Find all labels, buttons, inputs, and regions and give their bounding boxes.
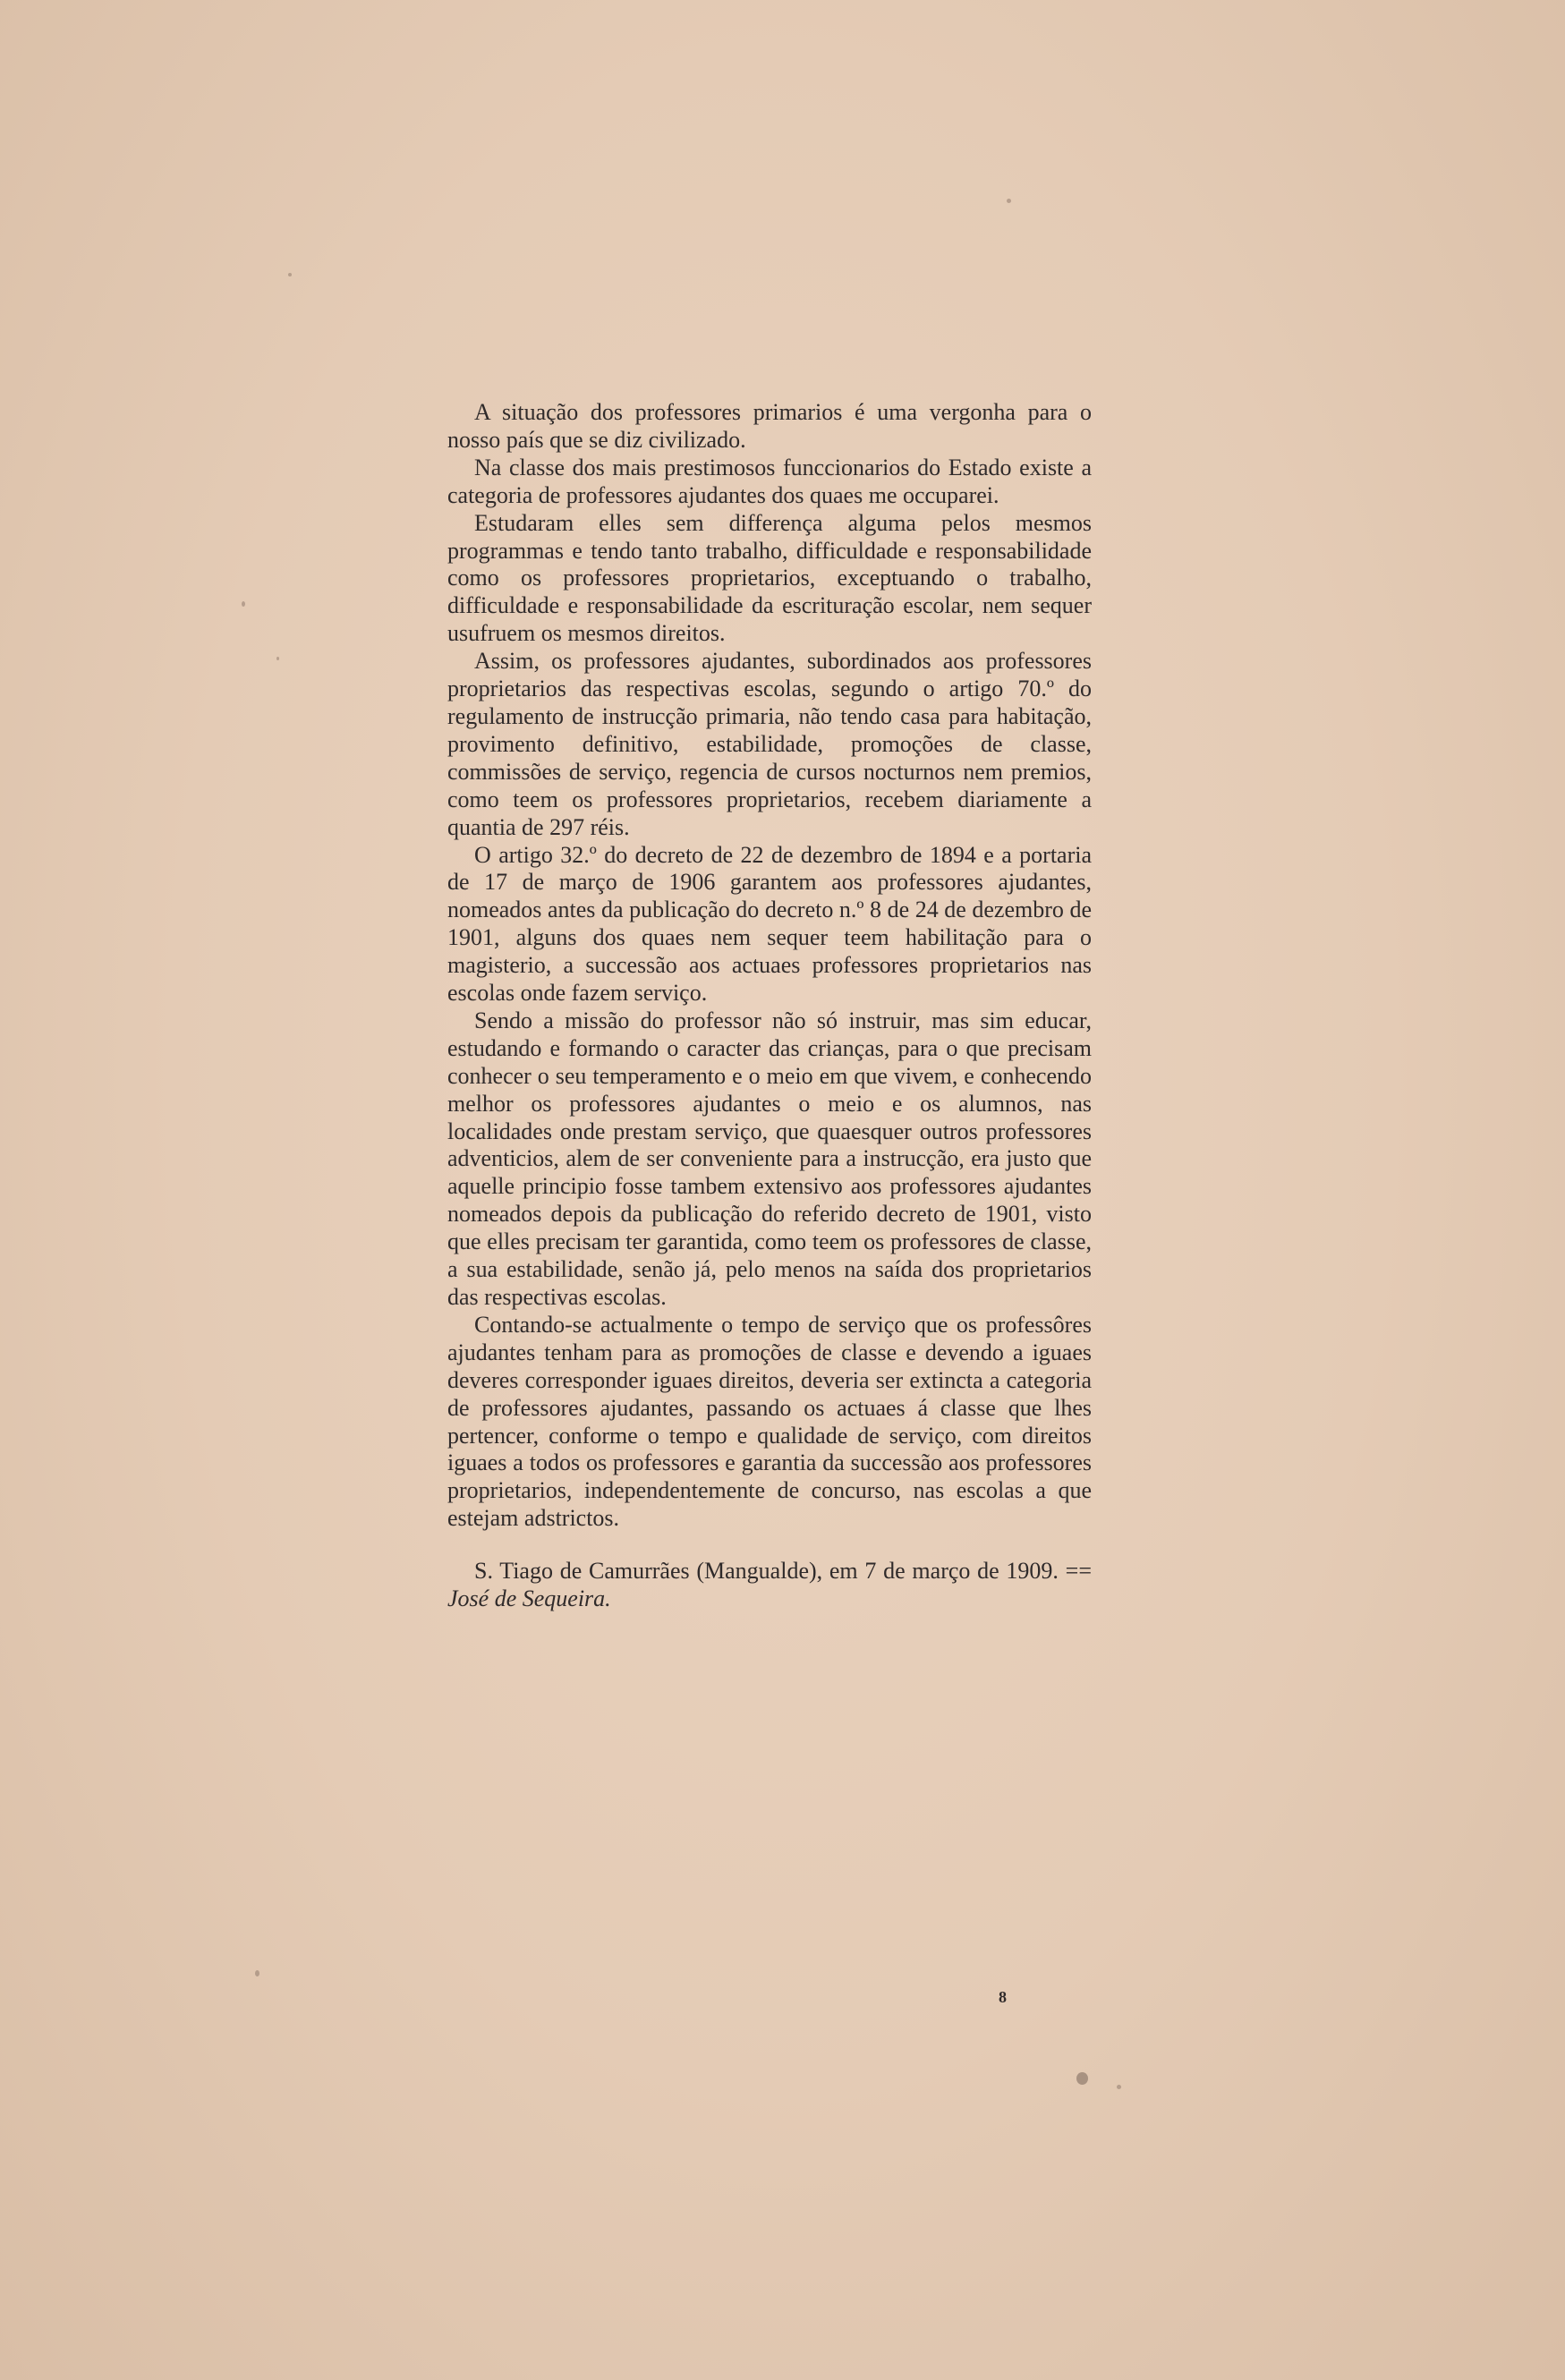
- paper-speck: [276, 657, 279, 660]
- paper-speck: [288, 273, 292, 276]
- paper-speck: [1007, 199, 1011, 203]
- paper-speck: [255, 1970, 259, 1976]
- paper-speck: [1076, 2072, 1088, 2085]
- paragraph: O artigo 32.º do decreto de 22 de dezembro de 1894 e a portaria de 17 de março de 1906 garantem aos professores ajudantes, nomeados antes da publicação do decreto n.º 8 de 24 de dezembro de 1901, alguns dos quaes nem sequer teem habilitação para o magisterio, a successão aos actuaes professores proprietarios nas escolas onde fazem serviço.: [447, 841, 1092, 1007]
- signature-place-date: S. Tiago de Camurrães (Mangualde), em 7 de março de 1909. ==: [474, 1558, 1092, 1585]
- paragraph: Assim, os professores ajudantes, subordinados aos professores proprietarios das respectivas escolas, segundo o artigo 70.º do regulamento de instrucção primaria, não tendo casa para habitação, provimento definitivo, estabilidade, promoções de classe, commissões de serviço, regencia de cursos nocturnos nem premios, como teem os professores proprietarios, recebem diariamente a quantia de 297 réis.: [447, 648, 1092, 840]
- signature-line: [447, 1558, 1092, 1613]
- paragraph: Sendo a missão do professor não só instruir, mas sim educar, estudando e formando o caracter das crianças, para o que precisam conhecer o seu temperamento e o meio em que vivem, e conhecendo melhor os professores ajudantes o meio e os alumnos, nas localidades onde prestam serviço, que quaesquer outros professores adventicios, alem de ser conveniente para a instrucção, era justo que aquelle principio fosse tambem extensivo aos professores ajudantes nomeados depois da publicação do referido decreto de 1901, visto que elles precisam ter garantida, como teem os professores de classe, a sua estabilidade, senão já, pelo menos na saída dos proprietarios das respectivas escolas.: [447, 1007, 1092, 1310]
- letter-body: [447, 399, 1092, 1613]
- paper-speck: [242, 601, 245, 607]
- signature-author: José de Sequeira.: [447, 1585, 611, 1612]
- paragraph: Contando-se actualmente o tempo de serviço que os professôres ajudantes tenham para as promoções de classe e devendo a iguaes deveres corresponder iguaes direitos, deveria ser extincta a categoria de professores ajudantes, passando os actuaes á classe que lhes pertencer, conforme o tempo e qualidade de serviço, com direitos iguaes a todos os professores e garantia da successão aos professores proprietarios, independentemente de concurso, nas escolas a que estejam adstrictos.: [447, 1311, 1092, 1532]
- page-number: 8: [999, 1988, 1007, 2006]
- paper-speck: [1117, 2085, 1121, 2089]
- paragraph: Estudaram elles sem differença alguma pelos mesmos programmas e tendo tanto trabalho, difficuldade e responsabilidade como os professores proprietarios, exceptuando o trabalho, difficuldade e responsabilidade da escrituração escolar, nem sequer usufruem os mesmos direitos.: [447, 509, 1092, 647]
- paragraph: Na classe dos mais prestimosos funccionarios do Estado existe a categoria de professores ajudantes dos quaes me occuparei.: [447, 454, 1092, 508]
- paragraph: A situação dos professores primarios é uma vergonha para o nosso país que se diz civilizado.: [447, 399, 1092, 453]
